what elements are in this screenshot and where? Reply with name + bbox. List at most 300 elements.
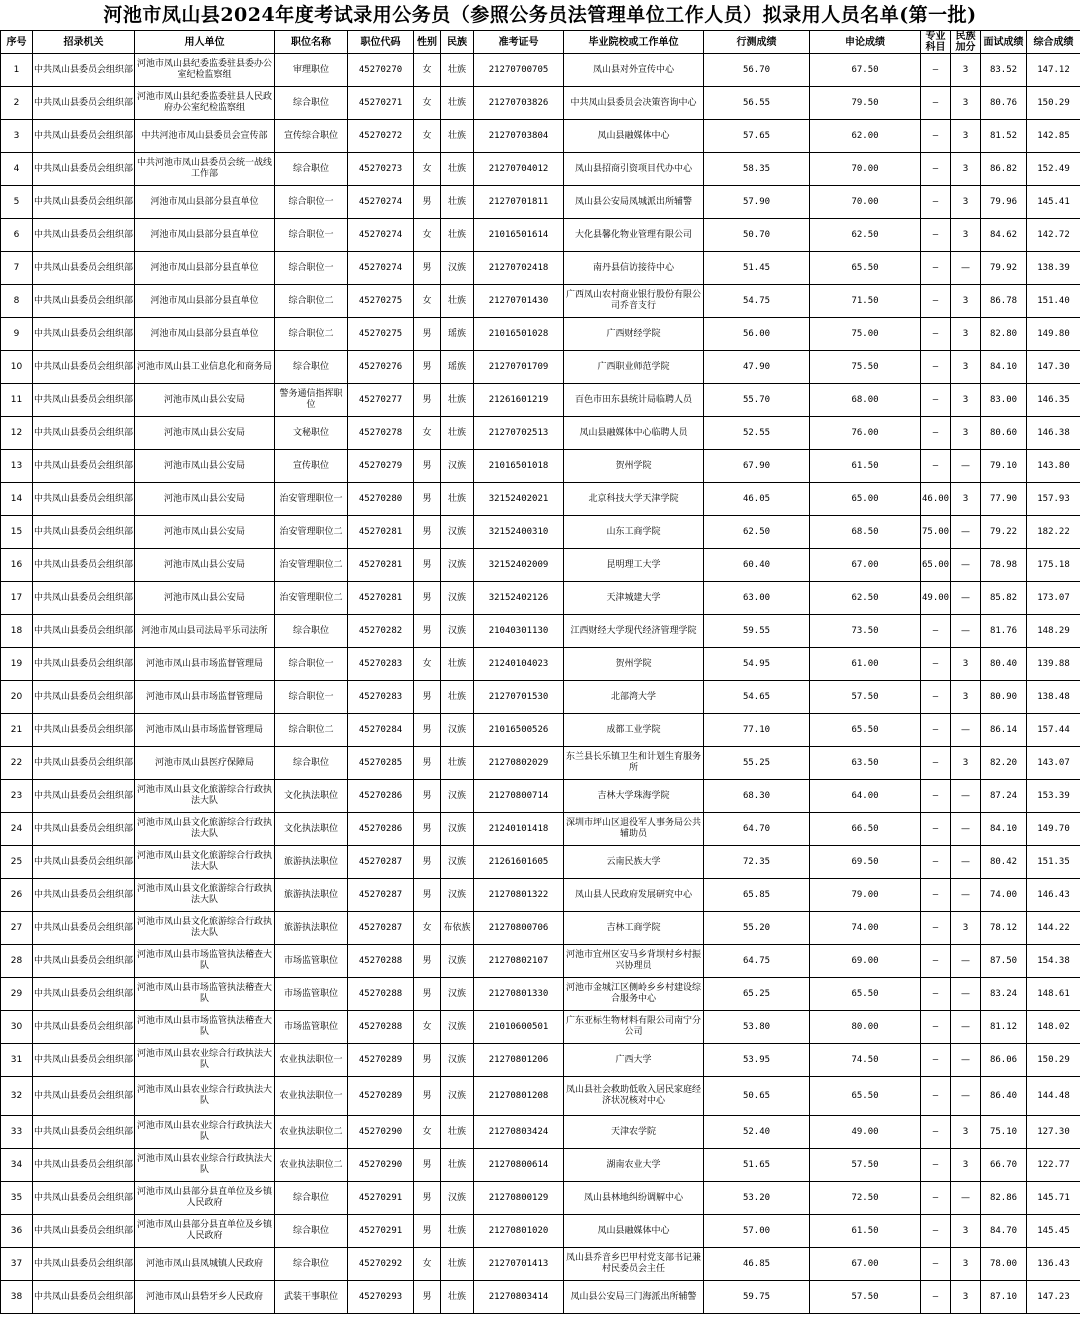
total-score-cell: 153.39 (1027, 780, 1080, 813)
school-or-workplace-cell: 凤山县融媒体中心 (564, 1215, 704, 1248)
ethnicity-cell: 瑶族 (441, 318, 474, 351)
recruiting-agency-cell: 中共凤山县委员会组织部 (33, 318, 135, 351)
position-code-cell: 45270290 (348, 1149, 414, 1182)
table-row (1, 285, 1080, 318)
recruiting-agency-cell: 中共凤山县委员会组织部 (33, 252, 135, 285)
ethnicity-cell: 汉族 (441, 945, 474, 978)
total-score-cell: 150.29 (1027, 1044, 1080, 1077)
gender-cell: 女 (414, 87, 441, 120)
header-cell: 综合成绩 (1027, 31, 1080, 54)
aptitude-score-cell: 50.70 (704, 219, 810, 252)
school-or-workplace-cell: 百色市田东县统计局临聘人员 (564, 384, 704, 417)
total-score-cell: 147.23 (1027, 1281, 1080, 1314)
header-cell: 申论成绩 (810, 31, 921, 54)
specialty-score-cell: — (921, 1182, 951, 1215)
index-cell: 11 (1, 384, 33, 417)
gender-cell: 男 (414, 1215, 441, 1248)
specialty-score-cell: — (921, 87, 951, 120)
ethnic-bonus-cell: 3 (951, 648, 981, 681)
header-cell: 职位名称 (275, 31, 348, 54)
gender-cell: 男 (414, 549, 441, 582)
aptitude-score-cell: 53.20 (704, 1182, 810, 1215)
position-code-cell: 45270286 (348, 813, 414, 846)
aptitude-score-cell: 52.40 (704, 1116, 810, 1149)
employer-unit-cell: 河池市凤山县纪委监委驻县人民政府办公室纪检监察组 (135, 87, 275, 120)
total-score-cell: 142.72 (1027, 219, 1080, 252)
index-cell: 7 (1, 252, 33, 285)
essay-score-cell: 67.00 (810, 1248, 921, 1281)
aptitude-score-cell: 54.75 (704, 285, 810, 318)
header-cell: 招录机关 (33, 31, 135, 54)
employer-unit-cell: 河池市凤山县市场监督管理局 (135, 714, 275, 747)
employer-unit-cell: 河池市凤山县公安局 (135, 582, 275, 615)
index-cell: 5 (1, 186, 33, 219)
ethnicity-cell: 汉族 (441, 879, 474, 912)
position-code-cell: 45270274 (348, 252, 414, 285)
position-name-cell: 治安管理职位一 (275, 483, 348, 516)
aptitude-score-cell: 59.55 (704, 615, 810, 648)
school-or-workplace-cell: 凤山县社会救助低收入居民家庭经济状况核对中心 (564, 1077, 704, 1116)
ethnicity-cell: 壮族 (441, 417, 474, 450)
essay-score-cell: 57.50 (810, 1149, 921, 1182)
exam-ticket-number-cell: 21016501614 (474, 219, 564, 252)
position-name-cell: 宣传职位 (275, 450, 348, 483)
position-code-cell: 45270288 (348, 945, 414, 978)
essay-score-cell: 65.50 (810, 714, 921, 747)
position-code-cell: 45270288 (348, 1011, 414, 1044)
recruiting-agency-cell: 中共凤山县委员会组织部 (33, 549, 135, 582)
employer-unit-cell: 河池市凤山县公安局 (135, 516, 275, 549)
school-or-workplace-cell: 凤山县人民政府发展研究中心 (564, 879, 704, 912)
essay-score-cell: 64.00 (810, 780, 921, 813)
aptitude-score-cell: 52.55 (704, 417, 810, 450)
specialty-score-cell: — (921, 318, 951, 351)
gender-cell: 女 (414, 1248, 441, 1281)
employer-unit-cell: 河池市凤山县公安局 (135, 549, 275, 582)
ethnic-bonus-cell: 3 (951, 912, 981, 945)
essay-score-cell: 76.00 (810, 417, 921, 450)
essay-score-cell: 61.00 (810, 648, 921, 681)
ethnic-bonus-cell: 3 (951, 1116, 981, 1149)
employer-unit-cell: 河池市凤山县公安局 (135, 417, 275, 450)
position-name-cell: 武装干事职位 (275, 1281, 348, 1314)
employer-unit-cell: 河池市凤山县文化旅游综合行政执法大队 (135, 780, 275, 813)
position-code-cell: 45270275 (348, 285, 414, 318)
employer-unit-cell: 河池市凤山县农业综合行政执法大队 (135, 1116, 275, 1149)
gender-cell: 女 (414, 153, 441, 186)
ethnic-bonus-cell: — (951, 813, 981, 846)
total-score-cell: 146.35 (1027, 384, 1080, 417)
school-or-workplace-cell: 河池市宜州区安马乡背坝村乡村振兴协理员 (564, 945, 704, 978)
exam-ticket-number-cell: 21016500526 (474, 714, 564, 747)
table-row (1, 87, 1080, 120)
recruiting-agency-cell: 中共凤山县委员会组织部 (33, 879, 135, 912)
total-score-cell: 139.88 (1027, 648, 1080, 681)
gender-cell: 男 (414, 747, 441, 780)
aptitude-score-cell: 59.75 (704, 1281, 810, 1314)
interview-score-cell: 80.90 (981, 681, 1027, 714)
specialty-score-cell: — (921, 681, 951, 714)
employer-unit-cell: 河池市凤山县凤城镇人民政府 (135, 1248, 275, 1281)
interview-score-cell: 75.10 (981, 1116, 1027, 1149)
school-or-workplace-cell: 东兰县长乐镇卫生和计划生育服务所 (564, 747, 704, 780)
interview-score-cell: 79.96 (981, 186, 1027, 219)
position-name-cell: 综合职位一 (275, 186, 348, 219)
employer-unit-cell: 河池市凤山县部分县直单位 (135, 318, 275, 351)
table-row (1, 318, 1080, 351)
table-row (1, 1149, 1080, 1182)
recruiting-agency-cell: 中共凤山县委员会组织部 (33, 1116, 135, 1149)
recruiting-agency-cell: 中共凤山县委员会组织部 (33, 1248, 135, 1281)
specialty-score-cell: — (921, 846, 951, 879)
position-code-cell: 45270273 (348, 153, 414, 186)
specialty-score-cell: — (921, 153, 951, 186)
index-cell: 15 (1, 516, 33, 549)
position-name-cell: 农业执法职位一 (275, 1077, 348, 1116)
index-cell: 36 (1, 1215, 33, 1248)
school-or-workplace-cell: 天津农学院 (564, 1116, 704, 1149)
position-code-cell: 45270281 (348, 516, 414, 549)
interview-score-cell: 82.86 (981, 1182, 1027, 1215)
gender-cell: 女 (414, 1116, 441, 1149)
roster-table (0, 30, 1080, 1314)
essay-score-cell: 72.50 (810, 1182, 921, 1215)
recruiting-agency-cell: 中共凤山县委员会组织部 (33, 1011, 135, 1044)
ethnicity-cell: 汉族 (441, 978, 474, 1011)
ethnicity-cell: 壮族 (441, 1149, 474, 1182)
school-or-workplace-cell: 凤山县林地纠纷调解中心 (564, 1182, 704, 1215)
ethnic-bonus-cell: 3 (951, 417, 981, 450)
index-cell: 21 (1, 714, 33, 747)
specialty-score-cell: — (921, 714, 951, 747)
ethnicity-cell: 壮族 (441, 1215, 474, 1248)
exam-ticket-number-cell: 21270802029 (474, 747, 564, 780)
ethnic-bonus-cell: 3 (951, 1149, 981, 1182)
position-name-cell: 治安管理职位二 (275, 549, 348, 582)
table-row (1, 582, 1080, 615)
table-header-row (1, 31, 1080, 54)
aptitude-score-cell: 53.95 (704, 1044, 810, 1077)
index-cell: 16 (1, 549, 33, 582)
interview-score-cell: 84.70 (981, 1215, 1027, 1248)
ethnicity-cell: 壮族 (441, 120, 474, 153)
interview-score-cell: 77.90 (981, 483, 1027, 516)
recruiting-agency-cell: 中共凤山县委员会组织部 (33, 846, 135, 879)
aptitude-score-cell: 54.65 (704, 681, 810, 714)
position-code-cell: 45270289 (348, 1077, 414, 1116)
specialty-score-cell: 49.00 (921, 582, 951, 615)
index-cell: 17 (1, 582, 33, 615)
employer-unit-cell: 河池市凤山县公安局 (135, 483, 275, 516)
employer-unit-cell: 河池市凤山县司法局平乐司法所 (135, 615, 275, 648)
position-name-cell: 综合职位 (275, 153, 348, 186)
specialty-score-cell: — (921, 186, 951, 219)
index-cell: 29 (1, 978, 33, 1011)
index-cell: 28 (1, 945, 33, 978)
ethnic-bonus-cell: 3 (951, 747, 981, 780)
exam-ticket-number-cell: 32152402021 (474, 483, 564, 516)
ethnic-bonus-cell: — (951, 450, 981, 483)
ethnic-bonus-cell: — (951, 1011, 981, 1044)
ethnicity-cell: 汉族 (441, 1011, 474, 1044)
index-cell: 20 (1, 681, 33, 714)
aptitude-score-cell: 50.65 (704, 1077, 810, 1116)
index-cell: 1 (1, 54, 33, 87)
interview-score-cell: 84.62 (981, 219, 1027, 252)
recruiting-agency-cell: 中共凤山县委员会组织部 (33, 1281, 135, 1314)
specialty-score-cell: — (921, 879, 951, 912)
gender-cell: 男 (414, 1044, 441, 1077)
aptitude-score-cell: 64.70 (704, 813, 810, 846)
ethnicity-cell: 壮族 (441, 153, 474, 186)
specialty-score-cell: — (921, 1011, 951, 1044)
aptitude-score-cell: 56.70 (704, 54, 810, 87)
position-code-cell: 45270287 (348, 846, 414, 879)
aptitude-score-cell: 57.90 (704, 186, 810, 219)
interview-score-cell: 83.00 (981, 384, 1027, 417)
essay-score-cell: 62.50 (810, 582, 921, 615)
aptitude-score-cell: 65.85 (704, 879, 810, 912)
employer-unit-cell: 河池市凤山县市场监督管理局 (135, 681, 275, 714)
exam-ticket-number-cell: 21270801206 (474, 1044, 564, 1077)
school-or-workplace-cell: 凤山县对外宣传中心 (564, 54, 704, 87)
ethnicity-cell: 汉族 (441, 582, 474, 615)
ethnicity-cell: 壮族 (441, 87, 474, 120)
position-code-cell: 45270281 (348, 582, 414, 615)
ethnic-bonus-cell: 3 (951, 384, 981, 417)
position-code-cell: 45270278 (348, 417, 414, 450)
total-score-cell: 149.70 (1027, 813, 1080, 846)
table-row (1, 681, 1080, 714)
table-row (1, 120, 1080, 153)
gender-cell: 女 (414, 120, 441, 153)
position-code-cell: 45270290 (348, 1116, 414, 1149)
specialty-score-cell: — (921, 384, 951, 417)
position-name-cell: 审理职位 (275, 54, 348, 87)
ethnicity-cell: 汉族 (441, 1044, 474, 1077)
aptitude-score-cell: 51.45 (704, 252, 810, 285)
gender-cell: 男 (414, 615, 441, 648)
exam-ticket-number-cell: 21270801020 (474, 1215, 564, 1248)
position-name-cell: 综合职位 (275, 747, 348, 780)
aptitude-score-cell: 51.65 (704, 1149, 810, 1182)
gender-cell: 男 (414, 813, 441, 846)
header-cell: 面试成绩 (981, 31, 1027, 54)
position-code-cell: 45270283 (348, 681, 414, 714)
index-cell: 14 (1, 483, 33, 516)
table-row (1, 813, 1080, 846)
employer-unit-cell: 河池市凤山县文化旅游综合行政执法大队 (135, 813, 275, 846)
gender-cell: 女 (414, 219, 441, 252)
position-code-cell: 45270270 (348, 54, 414, 87)
school-or-workplace-cell: 北京科技大学天津学院 (564, 483, 704, 516)
essay-score-cell: 75.50 (810, 351, 921, 384)
employer-unit-cell: 河池市凤山县农业综合行政执法大队 (135, 1149, 275, 1182)
position-name-cell: 综合职位 (275, 87, 348, 120)
exam-ticket-number-cell: 21270803424 (474, 1116, 564, 1149)
ethnic-bonus-cell: — (951, 549, 981, 582)
position-name-cell: 综合职位 (275, 1248, 348, 1281)
position-name-cell: 宣传综合职位 (275, 120, 348, 153)
aptitude-score-cell: 47.90 (704, 351, 810, 384)
ethnicity-cell: 壮族 (441, 1116, 474, 1149)
ethnic-bonus-cell: — (951, 582, 981, 615)
exam-ticket-number-cell: 21270800714 (474, 780, 564, 813)
school-or-workplace-cell: 大化县馨化物业管理有限公司 (564, 219, 704, 252)
recruiting-agency-cell: 中共凤山县委员会组织部 (33, 1077, 135, 1116)
total-score-cell: 147.30 (1027, 351, 1080, 384)
exam-ticket-number-cell: 21261601605 (474, 846, 564, 879)
essay-score-cell: 68.00 (810, 384, 921, 417)
essay-score-cell: 62.00 (810, 120, 921, 153)
exam-ticket-number-cell: 21270801330 (474, 978, 564, 1011)
employer-unit-cell: 河池市凤山县市场监管执法稽查大队 (135, 1011, 275, 1044)
employer-unit-cell: 河池市凤山县市场监管执法稽查大队 (135, 978, 275, 1011)
aptitude-score-cell: 65.25 (704, 978, 810, 1011)
aptitude-score-cell: 46.05 (704, 483, 810, 516)
index-cell: 13 (1, 450, 33, 483)
specialty-score-cell: — (921, 120, 951, 153)
aptitude-score-cell: 58.35 (704, 153, 810, 186)
ethnicity-cell: 汉族 (441, 1077, 474, 1116)
gender-cell: 女 (414, 417, 441, 450)
ethnic-bonus-cell: — (951, 879, 981, 912)
position-name-cell: 综合职位一 (275, 648, 348, 681)
ethnicity-cell: 壮族 (441, 1248, 474, 1281)
ethnic-bonus-cell: — (951, 1077, 981, 1116)
index-cell: 37 (1, 1248, 33, 1281)
school-or-workplace-cell: 凤山县融媒体中心 (564, 120, 704, 153)
interview-score-cell: 78.12 (981, 912, 1027, 945)
exam-ticket-number-cell: 21040301130 (474, 615, 564, 648)
header-cell: 毕业院校或工作单位 (564, 31, 704, 54)
interview-score-cell: 81.76 (981, 615, 1027, 648)
ethnic-bonus-cell: 3 (951, 318, 981, 351)
interview-score-cell: 86.40 (981, 1077, 1027, 1116)
table-row (1, 912, 1080, 945)
school-or-workplace-cell: 广西财经学院 (564, 318, 704, 351)
interview-score-cell: 81.52 (981, 120, 1027, 153)
ethnicity-cell: 壮族 (441, 186, 474, 219)
table-row (1, 978, 1080, 1011)
index-cell: 27 (1, 912, 33, 945)
ethnicity-cell: 壮族 (441, 54, 474, 87)
school-or-workplace-cell: 北部湾大学 (564, 681, 704, 714)
school-or-workplace-cell: 江西财经大学现代经济管理学院 (564, 615, 704, 648)
employer-unit-cell: 河池市凤山县文化旅游综合行政执法大队 (135, 912, 275, 945)
table-row (1, 417, 1080, 450)
position-name-cell: 综合职位一 (275, 681, 348, 714)
interview-score-cell: 80.76 (981, 87, 1027, 120)
employer-unit-cell: 河池市凤山县文化旅游综合行政执法大队 (135, 846, 275, 879)
table-row (1, 615, 1080, 648)
interview-score-cell: 82.20 (981, 747, 1027, 780)
gender-cell: 女 (414, 285, 441, 318)
index-cell: 2 (1, 87, 33, 120)
table-body (1, 54, 1080, 1314)
position-code-cell: 45270286 (348, 780, 414, 813)
school-or-workplace-cell: 昆明理工大学 (564, 549, 704, 582)
recruiting-agency-cell: 中共凤山县委员会组织部 (33, 417, 135, 450)
specialty-score-cell: — (921, 1116, 951, 1149)
essay-score-cell: 73.50 (810, 615, 921, 648)
position-name-cell: 农业执法职位二 (275, 1149, 348, 1182)
employer-unit-cell: 河池市凤山县纪委监委驻县委办公室纪检监察组 (135, 54, 275, 87)
essay-score-cell: 79.50 (810, 87, 921, 120)
table-row (1, 1116, 1080, 1149)
position-code-cell: 45270281 (348, 549, 414, 582)
position-name-cell: 综合职位 (275, 1182, 348, 1215)
total-score-cell: 136.43 (1027, 1248, 1080, 1281)
interview-score-cell: 85.82 (981, 582, 1027, 615)
header-cell: 性别 (414, 31, 441, 54)
essay-score-cell: 49.00 (810, 1116, 921, 1149)
position-code-cell: 45270291 (348, 1215, 414, 1248)
school-or-workplace-cell: 贺州学院 (564, 450, 704, 483)
essay-score-cell: 80.00 (810, 1011, 921, 1044)
ethnic-bonus-cell: 3 (951, 483, 981, 516)
total-score-cell: 146.38 (1027, 417, 1080, 450)
school-or-workplace-cell: 云南民族大学 (564, 846, 704, 879)
employer-unit-cell: 河池市凤山县市场监管执法稽查大队 (135, 945, 275, 978)
position-code-cell: 45270293 (348, 1281, 414, 1314)
interview-score-cell: 80.42 (981, 846, 1027, 879)
recruiting-agency-cell: 中共凤山县委员会组织部 (33, 285, 135, 318)
exam-ticket-number-cell: 21270702418 (474, 252, 564, 285)
ethnicity-cell: 汉族 (441, 252, 474, 285)
table-row (1, 747, 1080, 780)
ethnic-bonus-cell: — (951, 1044, 981, 1077)
exam-ticket-number-cell: 21270801322 (474, 879, 564, 912)
table-row (1, 945, 1080, 978)
essay-score-cell: 79.00 (810, 879, 921, 912)
gender-cell: 男 (414, 681, 441, 714)
gender-cell: 男 (414, 714, 441, 747)
position-name-cell: 综合职位一 (275, 252, 348, 285)
total-score-cell: 138.48 (1027, 681, 1080, 714)
recruiting-agency-cell: 中共凤山县委员会组织部 (33, 978, 135, 1011)
aptitude-score-cell: 60.40 (704, 549, 810, 582)
specialty-score-cell: — (921, 1149, 951, 1182)
position-name-cell: 旅游执法职位 (275, 846, 348, 879)
index-cell: 24 (1, 813, 33, 846)
specialty-score-cell: — (921, 912, 951, 945)
ethnic-bonus-cell: — (951, 978, 981, 1011)
recruiting-agency-cell: 中共凤山县委员会组织部 (33, 747, 135, 780)
position-name-cell: 综合职位 (275, 351, 348, 384)
index-cell: 9 (1, 318, 33, 351)
interview-score-cell: 84.10 (981, 351, 1027, 384)
ethnic-bonus-cell: — (951, 1182, 981, 1215)
gender-cell: 男 (414, 780, 441, 813)
document-title: 河池市凤山县2024年度考试录用公务员（参照公务员法管理单位工作人员）拟录用人员名单(第一批) (103, 4, 977, 26)
total-score-cell: 151.40 (1027, 285, 1080, 318)
recruiting-agency-cell: 中共凤山县委员会组织部 (33, 120, 135, 153)
ethnicity-cell: 壮族 (441, 384, 474, 417)
school-or-workplace-cell: 广西职业师范学院 (564, 351, 704, 384)
exam-ticket-number-cell: 21270700705 (474, 54, 564, 87)
table-row (1, 780, 1080, 813)
recruiting-agency-cell: 中共凤山县委员会组织部 (33, 384, 135, 417)
ethnic-bonus-cell: — (951, 945, 981, 978)
employer-unit-cell: 中共河池市凤山县委员会宣传部 (135, 120, 275, 153)
interview-score-cell: 83.24 (981, 978, 1027, 1011)
ethnicity-cell: 汉族 (441, 615, 474, 648)
essay-score-cell: 65.00 (810, 483, 921, 516)
essay-score-cell: 69.00 (810, 945, 921, 978)
employer-unit-cell: 河池市凤山县文化旅游综合行政执法大队 (135, 879, 275, 912)
position-name-cell: 市场监管职位 (275, 978, 348, 1011)
